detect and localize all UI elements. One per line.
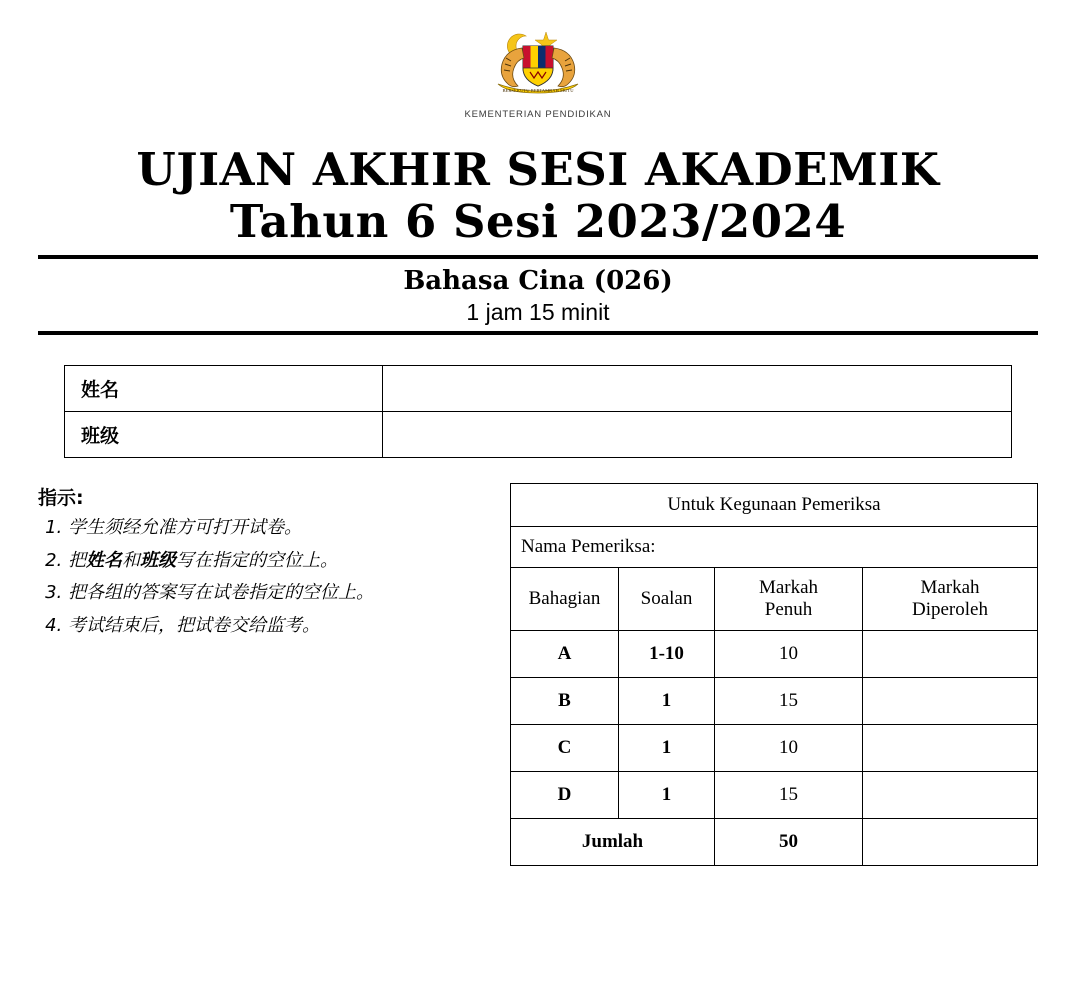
instruction-text-mid: 和	[122, 549, 140, 571]
list-item	[68, 581, 438, 605]
column-header-markah-penuh	[715, 567, 863, 630]
table-row	[511, 724, 1038, 771]
instruction-text: 考试结束后，把试卷交给监考。	[68, 615, 320, 637]
table-row	[511, 771, 1038, 818]
column-header-markah-diperoleh-line1: Markah	[920, 576, 980, 598]
row-soalan: 1	[619, 724, 715, 771]
duration-label: 1 jam 15 minit	[466, 298, 610, 325]
row-markah-diperoleh[interactable]	[863, 677, 1038, 724]
row-markah-penuh: 15	[715, 771, 863, 818]
column-header-markah-diperoleh-line2: Diperoleh	[912, 598, 988, 620]
instruction-text-post: 写在指定的空位上。	[176, 549, 338, 571]
instruction-text: 把各组的答案写在试卷指定的空位上。	[68, 582, 374, 604]
title-divider-bottom	[38, 331, 1038, 335]
table-row	[65, 411, 1012, 457]
row-soalan: 1-10	[619, 630, 715, 677]
title-divider-top	[38, 255, 1038, 259]
page-title-line2: Tahun 6 Sesi 2023/2024	[229, 194, 847, 248]
row-bahagian: B	[511, 677, 619, 724]
class-field[interactable]	[383, 411, 1012, 457]
column-header-bahagian: Bahagian	[511, 567, 619, 630]
table-row	[511, 630, 1038, 677]
total-markah-diperoleh[interactable]	[863, 818, 1038, 865]
row-soalan: 1	[619, 771, 715, 818]
examiner-table	[510, 483, 1038, 866]
row-bahagian: D	[511, 771, 619, 818]
subject-title: Bahasa Cina (026)	[403, 265, 673, 296]
column-header-markah-penuh-line2: Penuh	[764, 598, 813, 620]
table-row	[65, 365, 1012, 411]
column-header-markah-diperoleh	[863, 567, 1038, 630]
table-row	[511, 483, 1038, 526]
table-total-row	[511, 818, 1038, 865]
row-markah-penuh: 10	[715, 724, 863, 771]
table-row	[511, 526, 1038, 567]
total-label: Jumlah	[511, 818, 715, 865]
lower-section	[38, 483, 1038, 866]
instructions-title: 指示:	[38, 486, 84, 509]
row-markah-diperoleh[interactable]	[863, 724, 1038, 771]
instruction-bold-name: 姓名	[86, 549, 122, 571]
page-title-line1: UJIAN AKHIR SESI AKADEMIK	[136, 143, 940, 196]
column-header-soalan: Soalan	[619, 567, 715, 630]
list-item	[68, 549, 438, 573]
list-item	[68, 614, 438, 638]
instructions-list	[38, 516, 438, 638]
class-label: 班级	[65, 411, 383, 457]
row-markah-diperoleh[interactable]	[863, 630, 1038, 677]
name-label: 姓名	[65, 365, 383, 411]
instruction-text: 把	[68, 549, 86, 571]
examiner-table-header: Untuk Kegunaan Pemeriksa	[511, 483, 1038, 526]
instructions-block	[38, 483, 438, 647]
row-soalan: 1	[619, 677, 715, 724]
total-markah-penuh: 50	[715, 818, 863, 865]
list-item	[68, 516, 438, 540]
identity-table	[64, 365, 1012, 458]
crest-block	[0, 0, 1076, 120]
table-row	[511, 677, 1038, 724]
table-header-row	[511, 567, 1038, 630]
instruction-bold-class: 班级	[140, 549, 176, 571]
examiner-table-block	[510, 483, 1038, 866]
title-block	[0, 143, 1076, 248]
row-markah-penuh: 10	[715, 630, 863, 677]
row-bahagian: A	[511, 630, 619, 677]
coat-of-arms-icon	[468, 22, 608, 102]
instruction-text: 学生须经允准方可打开试卷。	[68, 516, 302, 538]
row-markah-diperoleh[interactable]	[863, 771, 1038, 818]
column-header-markah-penuh-line1: Markah	[758, 576, 819, 598]
examiner-name-field[interactable]: Nama Pemeriksa:	[511, 526, 1038, 567]
svg-text:BERSEKUTU BERTAMBAH MUTU: BERSEKUTU BERTAMBAH MUTU	[502, 88, 574, 93]
ministry-label: KEMENTERIAN PENDIDIKAN	[464, 109, 612, 120]
row-bahagian: C	[511, 724, 619, 771]
name-field[interactable]	[383, 365, 1012, 411]
row-markah-penuh: 15	[715, 677, 863, 724]
